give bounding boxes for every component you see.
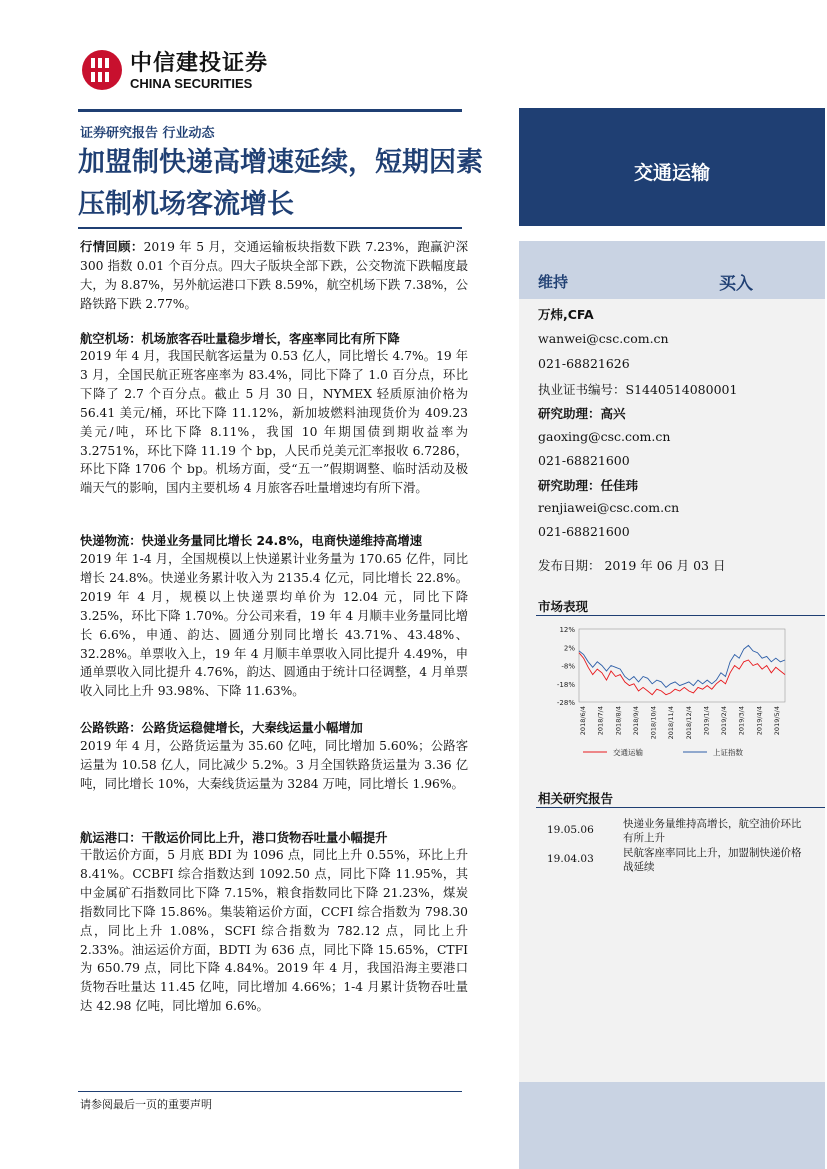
analyst-email[interactable]: wanwei@csc.com.cn (538, 331, 669, 346)
express-heading: 快递物流：快递业务量同比增长 24.8%，电商快递维持高增速 (80, 534, 423, 548)
assistant-email[interactable]: renjiawei@csc.com.cn (538, 500, 680, 515)
report-title: 加盟制快递高增速延续，短期因素压制机场客流增长 (78, 147, 483, 220)
rating-bar (519, 241, 825, 299)
x-tick-label: 2018/6/4 (579, 706, 587, 736)
assistant-phone: 021-68821600 (538, 524, 630, 539)
related-title[interactable]: 民航客座率同比上升，加盟制快递价格战延续 (623, 847, 802, 873)
x-tick-label: 2019/5/4 (773, 706, 781, 736)
market-review-text: 2019 年 5 月，交通运输板块指数下跌 7.23%，跑赢沪深 300 指数 0.01 个百分点。四大子版块全部下跌，公交物流下跌幅度最大，为 8.87%，另外航运港口下跌 8.59%，航空机场下跌 7.38%，公路铁路下跌 2.77%。 (80, 240, 468, 311)
rating-value: 买入 (719, 274, 753, 294)
express-text: 2019 年 1-4 月，全国规模以上快递累计业务量为 170.65 亿件，同比增长 24.8%。快递业务累计收入为 2135.4 亿元，同比增长 22.8%。2019 年 4 月，规模以上快递票均单价为 12.04 元，同比下降 3.25%，环比下降 1.70%。分公司来看，19 年 4 月顺丰业务量同比增长 6.6%，申通、韵达、圆通分别同比增长 43.71%、43.48%、32.28%。单票收入上，19 年 4 月顺丰单票收入同比提升 4.49%，申通单票收入同比提升 4.76%，韵达、圆通由于统计口径调整，4 月单票收入同比上升 93.98%、下降 11.63%。 (80, 552, 468, 699)
x-tick-label: 2019/4/4 (755, 706, 764, 736)
y-tick-label: 12% (559, 626, 575, 634)
analyst-license: 执业证书编号：S1440514080001 (538, 382, 738, 397)
market-heading: 市场表现 (538, 599, 589, 614)
y-tick-label: -28% (556, 699, 575, 707)
x-tick-label: 2018/7/4 (596, 706, 605, 736)
assistant-name: 研究助理：任佳玮 (538, 478, 639, 493)
publish-date: 发布日期： 2019 年 06 月 03 日 (538, 558, 726, 573)
road-heading: 公路铁路：公路货运稳健增长，大秦线运量小幅增加 (80, 721, 363, 735)
assistant-phone: 021-68821600 (538, 453, 630, 468)
x-tick-label: 2019/2/4 (720, 706, 729, 736)
header-rule (78, 109, 462, 112)
series-line (579, 653, 785, 695)
market-chart (537, 619, 797, 794)
title-rule (78, 227, 462, 229)
series-line (579, 645, 785, 687)
analyst-name: 万炜,CFA (538, 307, 594, 322)
legend-label: 上证指数 (713, 748, 743, 757)
road-text: 2019 年 4 月，公路货运量为 35.60 亿吨，同比增加 5.60%；公路客运量为 10.58 亿人，同比减少 5.2%。3 月全国铁路货运量为 3.36 亿吨，同比增长 10%，大秦线货运量为 3284 万吨，同比增长 1.96%。 (80, 739, 468, 791)
brand-logo (80, 46, 300, 98)
y-tick-label: -18% (556, 680, 575, 689)
chart-legend (583, 747, 743, 757)
section-rule (536, 615, 825, 616)
x-tick-label: 2018/8/4 (614, 706, 623, 736)
rating-action: 维持 (538, 273, 569, 291)
legend-label: 交通运输 (613, 748, 643, 757)
analyst-phone: 021-68821626 (538, 356, 630, 371)
market-review (80, 238, 468, 314)
footer-disclaimer: 请参阅最后一页的重要声明 (80, 1098, 212, 1111)
shipping-text: 干散运价方面，5 月底 BDI 为 1096 点，同比上升 0.55%，环比上升 8.41%。CCBFI 综合指数达到 1092.50 点，同比下降 11.95%，其中金属矿石指数同比下降 7.15%，粮食指数同比下降 21.23%，煤炭指数同比下降 15.86%。集装箱运价方面，CCFI 综合指数为 798.30 点，同比上升 1.08%，SCFI 综合指数为 782.12 点，同比上升 2.33%。油运运价方面，BDTI 为 636 点，同比下降 15.65%，CTFI 为 650.79 点，同比下降 4.84%。2019 年 4 月，我国沿海主要港口货物吞吐量达 11.45 亿吨，同比增加 4.66%；1-4 月累计货物吞吐量达 42.98 亿吨，同比增加 6.6%。 (80, 848, 468, 1014)
y-tick-label: -8% (561, 662, 575, 671)
brand-name-cn: 中信建投证券 (130, 51, 269, 76)
y-tick-label: 2% (563, 644, 575, 653)
x-tick-label: 2018/9/4 (631, 706, 640, 736)
sidebar-footer (519, 1082, 825, 1169)
related-title[interactable]: 快递业务量维持高增长，航空油价环比有所上升 (623, 818, 802, 844)
chart-axes (557, 626, 785, 739)
x-tick-label: 2018/12/4 (684, 706, 693, 740)
sector-banner (519, 108, 825, 226)
x-tick-label: 2018/11/4 (667, 706, 676, 740)
assistant-name: 研究助理：高兴 (538, 406, 626, 421)
airport-heading: 航空机场：机场旅客吞吐量稳步增长，客座率同比有所下降 (80, 332, 400, 346)
brand-logo-icon (80, 48, 124, 92)
shipping-heading: 航运港口：干散运价同比上升，港口货物吞吐量小幅提升 (80, 831, 388, 845)
assistant-email[interactable]: gaoxing@csc.com.cn (538, 429, 671, 444)
related-date: 19.04.03 (547, 853, 594, 865)
report-type: 证券研究报告 行业动态 (80, 126, 215, 141)
related-heading: 相关研究报告 (538, 791, 614, 806)
market-review-lead: 行情回顾： (80, 240, 144, 254)
related-date: 19.05.06 (547, 824, 594, 836)
chart-series (579, 645, 785, 694)
brand-name-en: CHINA SECURITIES (130, 76, 253, 91)
x-tick-label: 2019/3/4 (737, 706, 746, 736)
sector-name: 交通运输 (633, 162, 710, 184)
airport-text: 2019 年 4 月，我国民航客运量为 0.53 亿人，同比增长 4.7%。19 年 3 月，全国民航正班客座率为 83.4%，同比下降了 1.0 百分点，环比下降了 2.7 个百分点。截止 5 月 30 日，NYMEX 轻质原油价格为 56.41 美元/桶，环比下降 11.12%，新加坡燃料油现货价为 409.23 美元/吨，环比下降 8.11%，我国 10 年期国债到期收益率为 3.2751%，环比下降 11.19 个 bp，人民币兑美元汇率报收 6.7286，环比下降 1706 个 bp。机场方面，受“五一”假期调整、临时活动及极端天气的影响，国内主要机场 4 月旅客吞吐量增速均有所下滑。 (80, 349, 468, 496)
footer-rule (78, 1091, 462, 1092)
x-tick-label: 2019/1/4 (702, 706, 711, 736)
x-tick-label: 2018/10/4 (649, 706, 658, 740)
section-rule (536, 807, 825, 808)
